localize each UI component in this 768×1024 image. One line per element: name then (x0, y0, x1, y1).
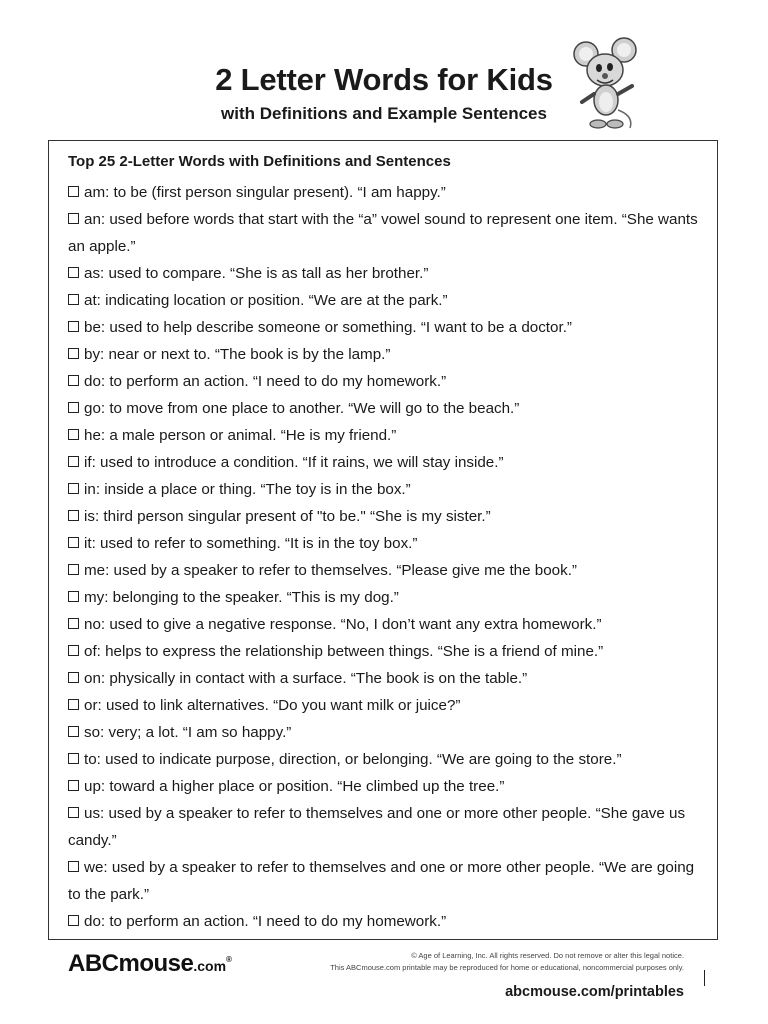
checkbox-icon[interactable] (68, 537, 79, 548)
checkbox-icon[interactable] (68, 429, 79, 440)
checkbox-icon[interactable] (68, 348, 79, 359)
checkbox-icon[interactable] (68, 321, 79, 332)
word-list (68, 179, 708, 935)
checkbox-icon[interactable] (68, 780, 79, 791)
checkbox-icon[interactable] (68, 456, 79, 467)
list-item: is: third person singular present of "to be." “She is my sister.” (68, 503, 708, 530)
legal-line-1: © Age of Learning, Inc. All rights reserved. Do not remove or alter this legal notice. (411, 951, 684, 960)
checkbox-icon[interactable] (68, 672, 79, 683)
list-item: he: a male person or animal. “He is my friend.” (68, 422, 708, 449)
list-item: do: to perform an action. “I need to do my homework.” (68, 908, 708, 935)
list-item: it: used to refer to something. “It is in the toy box.” (68, 530, 708, 557)
list-item: of: helps to express the relationship between things. “She is a friend of mine.” (68, 638, 708, 665)
list-item: me: used by a speaker to refer to themselves. “Please give me the book.” (68, 557, 708, 584)
list-item: by: near or next to. “The book is by the lamp.” (68, 341, 708, 368)
checkbox-icon[interactable] (68, 915, 79, 926)
list-item: so: very; a lot. “I am so happy.” (68, 719, 708, 746)
list-item: us: used by a speaker to refer to themselves and one or more other people. “She gave us candy.” (68, 805, 686, 849)
checkbox-icon[interactable] (68, 699, 79, 710)
checkbox-icon[interactable] (68, 645, 79, 656)
list-item: in: inside a place or thing. “The toy is in the box.” (68, 476, 708, 503)
logo-suffix: .com (193, 958, 227, 974)
checkbox-icon[interactable] (68, 294, 79, 305)
list-item: do: to perform an action. “I need to do my homework.” (68, 368, 708, 395)
list-item: if: used to introduce a condition. “If it rains, we will stay inside.” (68, 449, 708, 476)
list-item: we: used by a speaker to refer to themselves and one or more other people. “We are going to the park.” (68, 859, 695, 903)
mouse-mascot-icon (572, 36, 644, 134)
checkbox-icon[interactable] (68, 753, 79, 764)
checkbox-icon[interactable] (68, 375, 79, 386)
legal-line-2: This ABCmouse.com printable may be reproduced for home or educational, noncommercial purposes only. (330, 963, 684, 972)
list-item: am: to be (first person singular present). “I am happy.” (68, 179, 708, 206)
list-item: at: indicating location or position. “We are at the park.” (68, 287, 708, 314)
checkbox-icon[interactable] (68, 186, 79, 197)
list-item: to: used to indicate purpose, direction, or belonging. “We are going to the store.” (68, 746, 708, 773)
list-item: go: to move from one place to another. “We will go to the beach.” (68, 395, 708, 422)
printables-link[interactable]: abcmouse.com/printables (505, 984, 684, 1000)
list-item: or: used to link alternatives. “Do you want milk or juice?” (68, 692, 708, 719)
page-title: 2 Letter Words for Kids (215, 62, 553, 97)
checkbox-icon[interactable] (68, 807, 79, 818)
checkbox-icon[interactable] (68, 402, 79, 413)
checkbox-icon[interactable] (68, 564, 79, 575)
checkbox-icon[interactable] (68, 213, 79, 224)
checkbox-icon[interactable] (68, 861, 79, 872)
checkbox-icon[interactable] (68, 618, 79, 629)
list-item: be: used to help describe someone or something. “I want to be a doctor.” (68, 314, 708, 341)
abcmouse-logo (68, 950, 232, 978)
checkbox-icon[interactable] (68, 483, 79, 494)
list-item: my: belonging to the speaker. “This is my dog.” (68, 584, 708, 611)
list-item: up: toward a higher place or position. “He climbed up the tree.” (68, 773, 708, 800)
page-subtitle: with Definitions and Example Sentences (221, 104, 547, 123)
list-item: as: used to compare. “She is as tall as her brother.” (68, 260, 708, 287)
logo-mark: ® (226, 955, 232, 964)
word-list-heading: Top 25 2-Letter Words with Definitions and Sentences (68, 153, 451, 170)
legal-notice (330, 950, 684, 974)
checkbox-icon[interactable] (68, 267, 79, 278)
list-item: on: physically in contact with a surface. “The book is on the table.” (68, 665, 708, 692)
word-list-box (48, 140, 718, 940)
divider-line (704, 970, 705, 986)
list-item: an: used before words that start with the “a” vowel sound to represent one item. “She wants an apple.” (68, 211, 698, 255)
checkbox-icon[interactable] (68, 726, 79, 737)
checkbox-icon[interactable] (68, 591, 79, 602)
list-item: no: used to give a negative response. “No, I don’t want any extra homework.” (68, 611, 708, 638)
logo-main: ABCmouse (68, 950, 194, 977)
checkbox-icon[interactable] (68, 510, 79, 521)
